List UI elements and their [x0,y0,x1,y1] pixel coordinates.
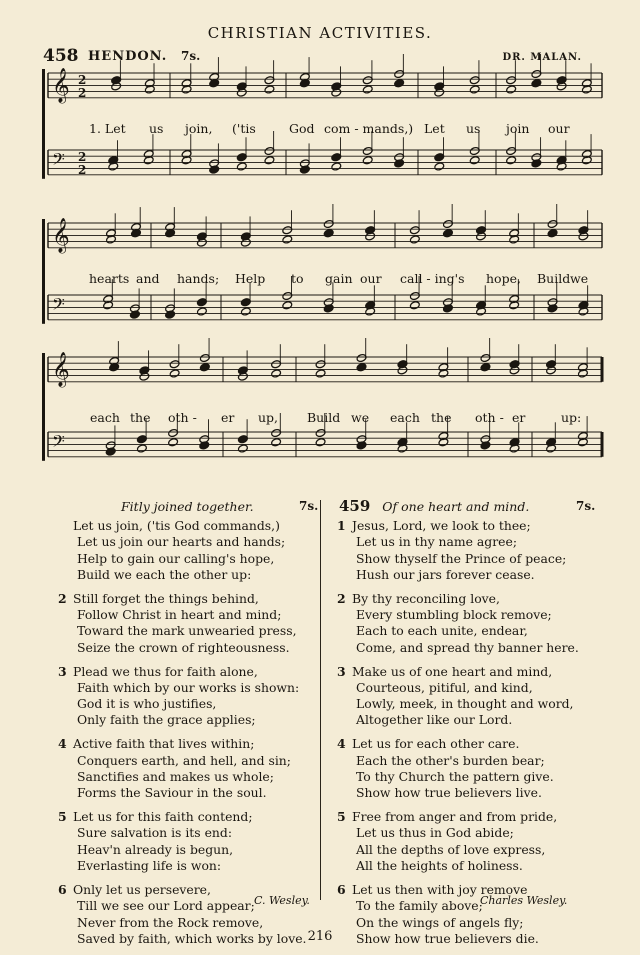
verse-line: Help to gain our calling's hope, [77,550,275,566]
stanza-number: 5 [337,809,346,825]
verse-line: Never from the Rock remove, [77,914,264,930]
note-head [236,162,247,171]
lyric-syllable: our [360,271,382,286]
verse-line: By thy reconciling love, [352,590,500,606]
lyric-syllable: we [570,271,589,286]
lyric-syllable: ('tis [232,121,256,136]
verse-line: Heav'n already is begun, [77,841,234,857]
note-head [237,444,248,453]
note-head [282,301,293,310]
verse-line: Only faith the grace applies; [77,712,256,728]
note-head [240,307,251,316]
stanza [58,809,307,874]
stanza-number: 1 [337,518,346,533]
lyric-syllable: us [149,121,164,136]
verse-line: Conquers earth, and hell, and sin; [77,752,291,768]
time-signature-bottom: 2 [78,163,87,177]
bass-clef: 𝄢 [52,294,65,318]
verse-line: Let us then with joy remove [352,881,528,897]
note-head [443,229,454,238]
stanza [337,664,579,729]
lyric-syllable: the [130,410,151,425]
verse-line: To thy Church the pattern give. [356,768,554,784]
verse-line: Saved by faith, which works by love. [77,930,307,946]
lyric-syllable: each [90,410,120,425]
stanza [58,664,307,729]
lyric-syllable: oth - [475,410,504,425]
page-number: 216 [307,929,333,944]
verse-line: Till we see our Lord appear; [77,898,255,914]
verse-line: Show thyself the Prince of peace; [356,550,567,566]
hymn-459-number: 459 [339,497,371,515]
hymn-458-text [58,518,307,955]
stanza [337,736,579,801]
verse-line: Seize the crown of righteousness. [77,639,290,655]
note-head [282,235,293,244]
treble-clef: 𝄞 [52,218,70,253]
hymn-459-meter: 7s. [576,499,596,513]
stanza [58,736,307,801]
hymn-458-meter: 7s. [299,499,319,513]
hymn-458-author: C. Wesley. [254,894,310,907]
verse-line: Each to each unite, endear, [356,623,528,639]
lyric-syllable: and [136,271,160,286]
verse-line: Every stumbling block remove; [356,607,552,623]
tune-name: HENDON. [88,49,168,64]
hymn-459-text [337,518,579,955]
note-head [169,369,180,378]
note-head [547,229,558,238]
verse-line: Active faith that lives within; [73,736,255,752]
verse-line: All the heights of holiness. [356,858,523,874]
verse-line: Show how true believers die. [356,930,539,946]
stanza [58,591,307,656]
note-head [362,156,373,165]
verse-line: Follow Christ in heart and mind; [77,607,282,623]
note-head [434,162,445,171]
hymn-458-header [121,499,319,514]
lyric-syllable: each [390,410,420,425]
lyric-syllable: our [548,121,570,136]
system-brace [42,69,45,179]
tune-number: 458 [43,46,79,66]
lyric-syllable: Let [424,121,445,136]
stanza [58,518,307,583]
stanza-number: 4 [337,736,346,752]
bass-clef: 𝄢 [52,431,65,455]
time-signature-top: 2 [78,73,87,87]
verse-line: Let us join our hearts and hands; [77,534,286,550]
lyric-syllable: hearts [89,271,130,286]
lyric-syllable: er [512,410,526,425]
verse-line: Lowly, meek, in thought and word, [356,696,574,712]
time-signature-bottom: 2 [78,86,87,100]
verse-line: Jesus, Lord, we look to thee; [352,518,531,533]
note-head [409,235,420,244]
verse-line: Sure salvation is its end: [77,825,232,841]
verse-line: Everlasting life is won: [77,858,222,874]
running-head: CHRISTIAN ACTIVITIES. [207,24,433,42]
note-head [264,156,275,165]
hymn-458-title: Fitly joined together. [121,499,254,514]
lyric-syllable: Build [537,271,571,286]
stanza-number: 5 [58,809,67,825]
note-head [323,229,334,238]
note-head [271,438,282,447]
lyric-syllable: oth - [168,410,197,425]
lyric-syllable: God [289,121,315,136]
verse-line: Plead we thus for faith alone, [73,663,258,679]
note-head [196,307,207,316]
lyric-syllable: up, [258,410,279,425]
note-head [506,156,517,165]
note-head [531,79,542,88]
lyric-syllable: join [506,121,530,136]
verse-line: Show how true believers live. [356,785,542,801]
note-head [362,85,373,94]
verse-line: Let us in thy name agree; [356,534,518,550]
column-divider [320,500,321,900]
note-head [168,438,179,447]
time-signature-top: 2 [78,150,87,164]
stanza-number: 3 [58,663,67,679]
verse-line: Let us thus in God abide; [356,825,514,841]
stanza-number: 6 [58,881,67,897]
tune-composer: DR. MALAN. [502,52,582,63]
lyric-syllable: the [431,410,452,425]
verse-line: Courteous, pitiful, and kind, [356,679,533,695]
note-head [480,363,491,372]
stanza-number: 2 [337,590,346,606]
stanza [337,809,579,874]
verse-line: Sanctifies and makes us whole; [77,768,274,784]
verse-line: Only let us persevere, [73,881,211,897]
verse-line: Altogether like our Lord. [356,712,513,728]
verse-line: All the depths of love express, [356,841,546,857]
lyric-syllable: to [291,271,304,286]
hymn-459-header [339,497,596,515]
note-head [394,79,405,88]
hymn-459-title: Of one heart and mind. [382,499,530,514]
lyric-syllable: er [221,410,235,425]
note-head [315,438,326,447]
treble-clef: 𝄞 [52,68,70,103]
verse-line: Each the other's burden bear; [356,752,545,768]
stanza-number: 3 [337,663,346,679]
verse-line: Faith which by our works is shown: [77,679,300,695]
system-brace [42,219,45,324]
treble-clef: 𝄞 [52,352,70,387]
stanza-number: 2 [58,590,67,606]
verse-line: Forms the Saviour in the soul. [77,785,267,801]
stanza [337,591,579,656]
lyric-syllable: Build [307,410,341,425]
lyric-syllable: hope, [486,271,521,286]
verse-line: Hush our jars forever cease. [356,566,535,582]
verse-line: To the family above; [356,898,483,914]
lyric-syllable: 1. Let [89,121,126,136]
note-head [469,85,480,94]
stanza-number [58,518,73,583]
verse-line: Build we each the other up: [77,566,252,582]
bass-clef: 𝄢 [52,149,65,173]
lyric-syllable: hands; [177,271,220,286]
verse-line: On the wings of angels fly; [356,914,524,930]
stanza [337,518,579,583]
lyric-syllable: gain [325,271,353,286]
hymn-459-author: Charles Wesley. [480,894,568,907]
verse-line: Let us for this faith contend; [73,809,253,825]
note-head [506,85,517,94]
lyric-syllable: we [351,410,370,425]
lyric-syllable: call - ing's [400,271,465,286]
note-head [469,156,480,165]
lyric-syllable: up: [561,410,582,425]
verse-line: Free from anger and from pride, [352,809,558,825]
lyric-syllable: us [466,121,481,136]
lyric-syllable: com - mands,) [324,121,414,136]
verse-line: Make us of one heart and mind, [352,663,553,679]
note-head [356,363,367,372]
lyric-syllable: Help [235,271,266,286]
note-head [409,301,420,310]
verse-line: Let us join, ('tis God commands,) [73,518,280,533]
tune-meter: 7s. [181,49,201,63]
note-head [331,162,342,171]
verse-line: Let us for each other care. [352,736,520,752]
note-head [136,444,147,453]
stanza-number: 4 [58,736,67,752]
note-head [199,363,210,372]
note-head [264,85,275,94]
system-brace [42,353,45,461]
note-head [271,369,282,378]
verse-line: Come, and spread thy banner here. [356,639,579,655]
verse-line: God it is who justifies, [77,696,217,712]
lyric-syllable: join, [185,121,213,136]
verse-line: Still forget the things behind, [73,590,259,606]
stanza-number: 6 [337,881,346,897]
verse-line: Toward the mark unwearied press, [77,623,297,639]
note-head [315,369,326,378]
